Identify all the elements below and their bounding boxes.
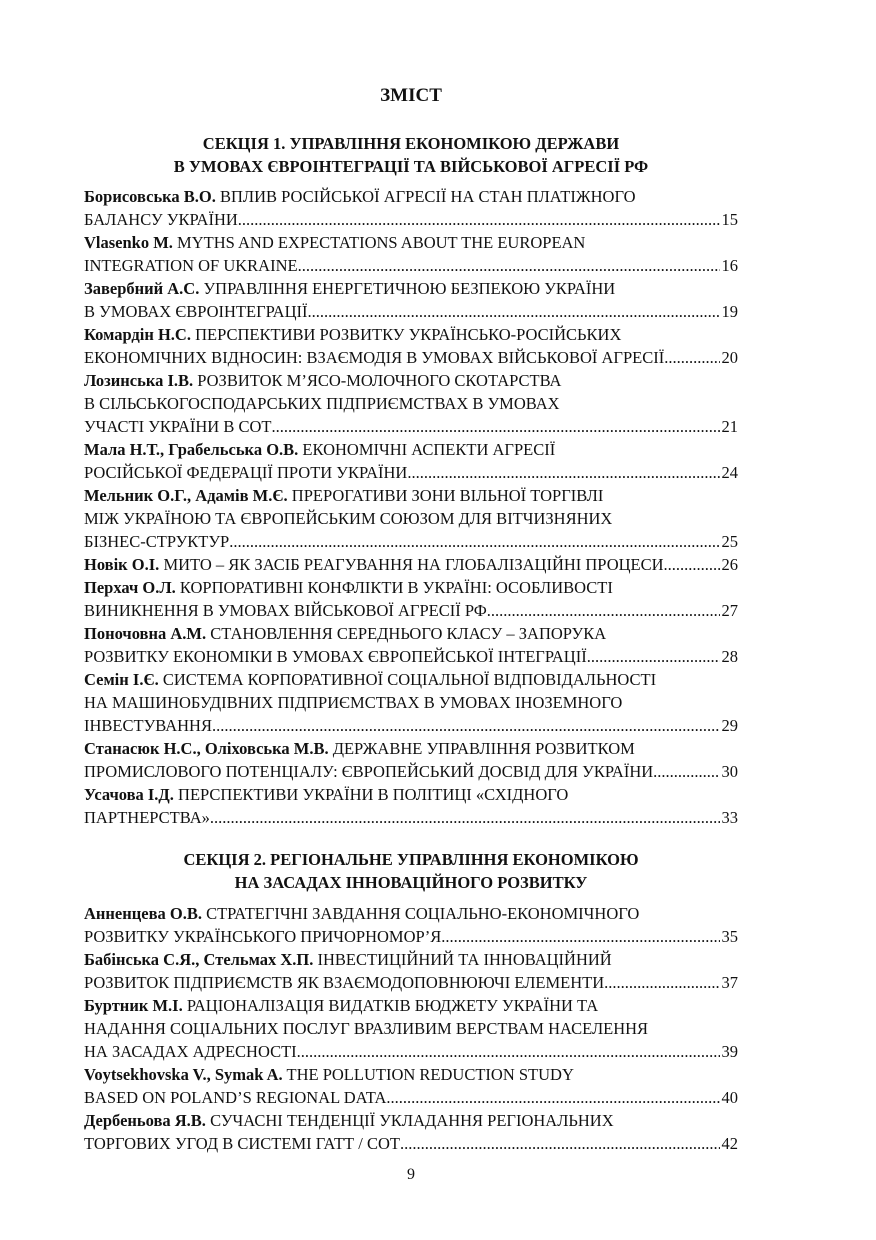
toc-entry-title: НА ЗАСАДАХ АДРЕСНОСТІ [84,1042,297,1061]
toc-entry-title: МІЖ УКРАЇНОЮ ТА ЄВРОПЕЙСЬКИМ СОЮЗОМ ДЛЯ ВІТЧИЗНЯНИХ [84,509,613,528]
toc-entry-line [84,737,738,760]
toc-entry-author: Бабінська С.Я., Стельмах Х.П. [84,950,314,969]
toc-entry-author: Усачова І.Д. [84,785,174,804]
toc-entry-author: Комардін Н.С. [84,325,191,344]
toc-entry[interactable] [84,948,738,994]
toc-dot-leader [238,208,720,231]
toc-dot-leader [400,1132,720,1155]
page-number: 9 [407,1166,415,1183]
toc-entry-line [84,576,738,599]
toc-entry-line [84,806,738,829]
toc-entry-line [84,691,738,714]
toc-entry-line [84,994,738,1017]
toc-entry-title: СТРАТЕГІЧНІ ЗАВДАННЯ СОЦІАЛЬНО-ЕКОНОМІЧНОГО [206,904,640,923]
toc-entry-line [84,392,738,415]
toc-entry-line [84,323,738,346]
toc-entry-line [84,438,738,461]
toc-entry-line [84,208,738,231]
toc-entry-page[interactable]: 25 [721,532,738,551]
toc-entry-page[interactable]: 35 [721,927,738,946]
toc-entry-title: УПРАВЛІННЯ ЕНЕРГЕТИЧНОЮ БЕЗПЕКОЮ УКРАЇНИ [203,279,616,298]
toc-entry-title: КОРПОРАТИВНІ КОНФЛІКТИ В УКРАЇНІ: ОСОБЛИВОСТІ [179,578,613,597]
toc-entry-author: Дербеньова Я.В. [84,1111,206,1130]
toc-entry-author: Vlasenko M. [84,233,173,252]
toc-entry[interactable] [84,484,738,553]
toc-entry-author: Станасюк Н.С., Оліховська М.В. [84,739,329,758]
toc-entry[interactable] [84,668,738,737]
toc-dot-leader [229,530,719,553]
toc-entry-author: Лозинська І.В. [84,371,194,390]
toc-entry-title: СУЧАСНІ ТЕНДЕНЦІЇ УКЛАДАННЯ РЕГІОНАЛЬНИХ [210,1111,614,1130]
toc-entry-page[interactable]: 33 [721,808,738,827]
toc-entry-line [84,1132,738,1155]
toc-entry-line [84,300,738,323]
toc-entry-page[interactable]: 27 [721,601,738,620]
toc-entry-line [84,461,738,484]
toc-entry-title: РОЗВИТОК ПІДПРИЄМСТВ ЯК ВЗАЄМОДОПОВНЮЮЧІ ЕЛЕМЕНТИ [84,973,605,992]
toc-entry[interactable] [84,576,738,622]
toc-entry[interactable] [84,323,738,369]
toc-entry[interactable] [84,902,738,948]
toc-entry-line-text [84,760,653,783]
toc-entry-line-text [84,714,212,737]
page-title: ЗМІСТ [380,85,442,106]
toc-entry-line [84,530,738,553]
toc-dot-leader [604,971,719,994]
toc-entry-title: THE POLLUTION REDUCTION STUDY [286,1065,574,1084]
toc-entry-page[interactable]: 42 [721,1134,738,1153]
toc-entry-title: РОСІЙСЬКОЇ ФЕДЕРАЦІЇ ПРОТИ УКРАЇНИ [84,463,408,482]
toc-entry[interactable] [84,277,738,323]
toc-entry-line [84,948,738,971]
toc-entry-title: ПРОМИСЛОВОГО ПОТЕНЦІАЛУ: ЄВРОПЕЙСЬКИЙ ДОСВІД ДЛЯ УКРАЇНИ [84,762,654,781]
toc-entry[interactable] [84,1063,738,1109]
toc-dot-leader [653,760,719,783]
toc-entry-author: Новік О.І. [84,555,160,574]
toc-entry-line [84,346,738,369]
toc-entry-line [84,507,738,530]
toc-entry-line-text [84,925,441,948]
toc-entry-line [84,254,738,277]
toc-entry-page[interactable]: 21 [721,417,738,436]
section-2-heading [84,848,738,894]
toc-entry-line [84,553,738,576]
toc-entry-line-text [84,208,238,231]
toc-dot-leader [407,461,719,484]
toc-entry-line [84,185,738,208]
toc-dot-leader [210,806,720,829]
toc-entry[interactable] [84,737,738,783]
toc-entry-title: BASED ON POLAND’S REGIONAL DATA [84,1088,387,1107]
toc-entry-line [84,668,738,691]
toc-entry-title: УЧАСТІ УКРАЇНИ В СОТ [84,417,272,436]
toc-entry-author: Семін І.Є. [84,670,159,689]
toc-entry-line-text [84,553,664,576]
toc-entry-line [84,415,738,438]
section-1-heading-line-2: В УМОВАХ ЄВРОІНТЕГРАЦІЇ ТА ВІЙСЬКОВОЇ АГРЕСІЇ РФ [173,157,649,176]
toc-entry[interactable] [84,553,738,576]
toc-entry-author: Завербний А.С. [84,279,200,298]
toc-entry-title: MYTHS AND EXPECTATIONS ABOUT THE EUROPEAN [177,233,586,252]
toc-entry-title: В УМОВАХ ЄВРОІНТЕГРАЦІЇ [84,302,308,321]
toc-dot-leader [664,553,720,576]
toc-entry[interactable] [84,185,738,231]
section-1-heading-line-1: СЕКЦІЯ 1. УПРАВЛІННЯ ЕКОНОМІКОЮ ДЕРЖАВИ [202,134,620,153]
toc-dot-leader [271,415,719,438]
toc-entry-line-text [84,1132,400,1155]
toc-entry-title: БІЗНЕС-СТРУКТУР [84,532,230,551]
toc-entry-page[interactable]: 29 [721,716,738,735]
toc-entry-line [84,369,738,392]
toc-dot-leader [298,254,720,277]
toc-entry-title: ВИНИКНЕННЯ В УМОВАХ ВІЙСЬКОВОЇ АГРЕСІЇ РФ [84,601,487,620]
toc-entry-line [84,925,738,948]
toc-entry-line [84,277,738,300]
toc-dot-leader [587,645,720,668]
section-1-heading [84,132,738,178]
toc-entry-page[interactable]: 16 [721,256,738,275]
toc-entry[interactable] [84,231,738,277]
toc-entry-title: РОЗВИТОК М’ЯСО-МОЛОЧНОГО СКОТАРСТВА [197,371,562,390]
toc-entry-page[interactable]: 30 [721,762,738,781]
toc-entry-line [84,1017,738,1040]
toc-entry-title: НА МАШИНОБУДІВНИХ ПІДПРИЄМСТВАХ В УМОВАХ ІНОЗЕМНОГО [84,693,623,712]
toc-entry-title: ДЕРЖАВНЕ УПРАВЛІННЯ РОЗВИТКОМ [332,739,635,758]
toc-entry-title: СТАНОВЛЕННЯ СЕРЕДНЬОГО КЛАСУ – ЗАПОРУКА [210,624,607,643]
section-1-entries [84,185,738,829]
toc-entry-line-text [84,461,407,484]
toc-entry-line [84,1040,738,1063]
toc-entry-page[interactable]: 39 [721,1042,738,1061]
toc-entry-page[interactable]: 37 [721,973,738,992]
toc-entry-line [84,760,738,783]
toc-dot-leader [441,925,719,948]
toc-entry-title: РОЗВИТКУ ЕКОНОМІКИ В УМОВАХ ЄВРОПЕЙСЬКОЇ ІНТЕГРАЦІЇ [84,647,587,666]
toc-entry-line-text [84,254,298,277]
toc-entry-page[interactable]: 20 [721,348,738,367]
toc-dot-leader [487,599,720,622]
toc-entry-line [84,1109,738,1132]
toc-entry-title: ЕКОНОМІЧНИХ ВІДНОСИН: ВЗАЄМОДІЯ В УМОВАХ ВІЙСЬКОВОЇ АГРЕСІЇ [84,348,665,367]
toc-entry-line-text [84,346,664,369]
toc-entry-line [84,622,738,645]
section-2-heading-line-1: СЕКЦІЯ 2. РЕГІОНАЛЬНЕ УПРАВЛІННЯ ЕКОНОМІКОЮ [183,850,639,869]
toc-entry-author: Мельник О.Г., Адамів М.Є. [84,486,288,505]
toc-entry-title: РОЗВИТКУ УКРАЇНСЬКОГО ПРИЧОРНОМОР’Я [84,927,442,946]
toc-entry-line-text [84,415,271,438]
toc-entry[interactable] [84,622,738,668]
toc-entry[interactable] [84,1109,738,1155]
toc-entry-title: INTEGRATION OF UKRAINE [84,256,298,275]
toc-entry-line-text [84,1086,386,1109]
toc-entry-page[interactable]: 15 [721,210,738,229]
toc-entry-line [84,1086,738,1109]
toc-entry-page[interactable]: 24 [721,463,738,482]
toc-entry-title: ТОРГОВИХ УГОД В СИСТЕМІ ГАТТ / СОТ [84,1134,400,1153]
toc-dot-leader [297,1040,720,1063]
toc-entry-title: СИСТЕМА КОРПОРАТИВНОЇ СОЦІАЛЬНОЇ ВІДПОВІДАЛЬНОСТІ [162,670,657,689]
toc-entry-line-text [84,645,587,668]
toc-entry-title: В СІЛЬСЬКОГОСПОДАРСЬКИХ ПІДПРИЄМСТВАХ В УМОВАХ [84,394,560,413]
toc-entry-author: Борисовська В.О. [84,187,216,206]
toc-entry-title: ЕКОНОМІЧНІ АСПЕКТИ АГРЕСІЇ [302,440,556,459]
toc-entry-line [84,971,738,994]
toc-entry-title: РАЦІОНАЛІЗАЦІЯ ВИДАТКІВ БЮДЖЕТУ УКРАЇНИ ТА [186,996,599,1015]
toc-entry-line [84,484,738,507]
toc-entry-title: ПЕРСПЕКТИВИ РОЗВИТКУ УКРАЇНСЬКО-РОСІЙСЬКИХ [195,325,622,344]
toc-entry-line [84,645,738,668]
toc-entry-line [84,599,738,622]
toc-entry-title: ПЕРСПЕКТИВИ УКРАЇНИ В ПОЛІТИЦІ «СХІДНОГО [178,785,569,804]
toc-entry-line-text [84,1040,297,1063]
toc-entry-title: МИТО – ЯК ЗАСІБ РЕАГУВАННЯ НА ГЛОБАЛІЗАЦІЙНІ ПРОЦЕСИ [163,555,664,574]
toc-dot-leader [664,346,719,369]
toc-entry-page[interactable]: 28 [721,647,738,666]
toc-entry-line [84,714,738,737]
toc-entry-title: ПАРТНЕРСТВА» [84,808,210,827]
toc-dot-leader [212,714,720,737]
toc-entry-line-text [84,971,604,994]
toc-entry[interactable] [84,994,738,1063]
toc-entry-line-text [84,300,308,323]
toc-entry-author: Voytsekhovska V., Symak A. [84,1065,283,1084]
toc-entry-title: ІНВЕСТИЦІЙНИЙ ТА ІННОВАЦІЙНИЙ [317,950,612,969]
toc-entry-line-text [84,599,487,622]
toc-entry-page[interactable]: 19 [721,302,738,321]
toc-entry-title: БАЛАНСУ УКРАЇНИ [84,210,238,229]
toc-entry-author: Буртник М.І. [84,996,183,1015]
toc-entry-line [84,902,738,925]
toc-entry-author: Перхач О.Л. [84,578,176,597]
toc-entry-title: ІНВЕСТУВАННЯ [84,716,212,735]
toc-entry-author: Мала Н.Т., Грабельська О.В. [84,440,299,459]
toc-entry-line [84,783,738,806]
toc-entry-title: ПРЕРОГАТИВИ ЗОНИ ВІЛЬНОЇ ТОРГІВЛІ [291,486,604,505]
toc-entry[interactable] [84,369,738,438]
toc-entry-line [84,1063,738,1086]
section-2-entries [84,902,738,1155]
toc-entry-page[interactable]: 40 [721,1088,738,1107]
toc-entry-title: ВПЛИВ РОСІЙСЬКОЇ АГРЕСІЇ НА СТАН ПЛАТІЖНОГО [220,187,636,206]
toc-entry-line-text [84,806,210,829]
toc-entry-line [84,231,738,254]
toc-entry[interactable] [84,783,738,829]
toc-entry[interactable] [84,438,738,484]
toc-entry-author: Анненцева О.В. [84,904,202,923]
toc-entry-author: Поночовна А.М. [84,624,207,643]
toc-dot-leader [386,1086,719,1109]
toc-entry-title: НАДАННЯ СОЦІАЛЬНИХ ПОСЛУГ ВРАЗЛИВИМ ВЕРСТВАМ НАСЕЛЕННЯ [84,1019,649,1038]
toc-dot-leader [308,300,720,323]
toc-entry-line-text [84,530,229,553]
section-2-heading-line-2: НА ЗАСАДАХ ІННОВАЦІЙНОГО РОЗВИТКУ [234,873,588,892]
toc-entry-page[interactable]: 26 [721,555,738,574]
